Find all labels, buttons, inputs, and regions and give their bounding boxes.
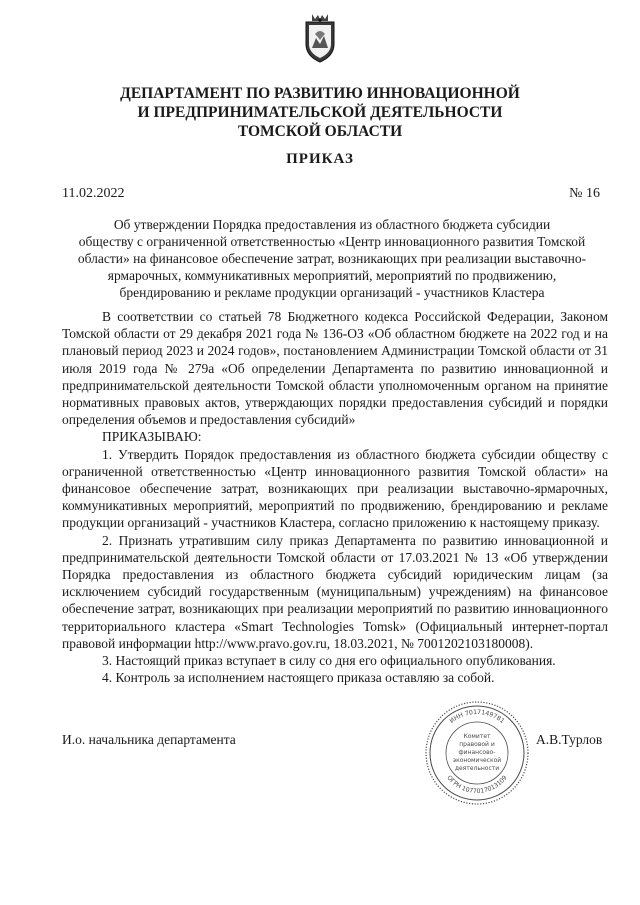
order-item-1: 1. Утвердить Порядок предоставления из областного бюджета субсидии обществу с ограниченной ответственностью «Центр инновационного развития Томской области» на финансовое обеспечение затрат, возникающих при реализации выставочно-ярмарочных, коммуникативных мероприятий, мероприятий по продвижению, брендированию и рекламе продукции организаций - участников Кластера, согласно приложению к настоящему приказу.: [62, 446, 608, 531]
stamp-center-line: экономической: [452, 757, 502, 764]
document-type-title: ПРИКАЗ: [286, 151, 354, 167]
svg-text:ИНН 7017149781: [449, 709, 506, 725]
order-item-3: 3. Настоящий приказ вступает в силу со дня его официального опубликования.: [102, 653, 556, 669]
svg-text:ОГРН 1077017013109: [445, 774, 508, 795]
signatory-title: И.о. начальника департамента: [62, 732, 236, 747]
subject-line: ярмарочных, коммуникативных мероприятий, мероприятий по продвижению,: [107, 268, 557, 283]
department-line: ДЕПАРТАМЕНТ ПО РАЗВИТИЮ ИННОВАЦИОННОЙ: [120, 85, 520, 102]
signatory-name: А.В.Турлов: [536, 732, 603, 747]
stamp-center-line: правовой и: [459, 741, 495, 748]
subject-line: Об утверждении Порядка предоставления из областного бюджета субсидии: [113, 217, 551, 232]
department-line: ТОМСКОЙ ОБЛАСТИ: [237, 123, 403, 140]
order-number: № 16: [569, 186, 600, 201]
order-item-4: 4. Контроль за исполнением настоящего приказа оставляю за собой.: [102, 670, 495, 686]
stamp-ring-top: ИНН 7017149781: [448, 708, 506, 725]
stamp-ring-bottom: ОГРН 1077017013109: [445, 774, 509, 796]
stamp-center-line: Комитет: [463, 733, 491, 740]
order-subject: [62, 216, 602, 301]
order-body: [62, 308, 608, 686]
orders-keyword: ПРИКАЗЫВАЮ:: [102, 429, 202, 445]
stamp-center-line: деятельности: [454, 765, 500, 772]
order-date: 11.02.2022: [62, 186, 125, 201]
department-heading: [40, 84, 600, 141]
subject-line: обществу с ограниченной ответственностью «Центр инновационного развития Томской: [78, 234, 586, 249]
coat-of-arms-icon: [298, 10, 342, 64]
preamble-paragraph: В соответствии со статьей 78 Бюджетного кодекса Российской Федерации, Законом Томской области от 29 декабря 2021 года № 136-ОЗ «Об областном бюджете на 2022 год и на плановый период 2023 и 2024 годов», постановлением Администрации Томской области от 31 июля 2019 года № 279а «Об определении Департамента по развитию инновационной и предпринимательской деятельности Томской области уполномоченным органом на принятие нормативных правовых актов, утверждающих порядки предоставления субсидий и порядки определения объемов и предоставления субсидий»: [62, 309, 608, 428]
order-item-2: 2. Признать утратившим силу приказ Департамента по развитию инновационной и предпринимательской деятельности Томской области от 17.03.2021 № 13 «Об утверждении Порядка предоставления из областного бюджета субсидий юридическим лицам (за исключением субсидий государственным (муниципальным) учреждениям) на финансовое обеспечение затрат, возникающих при реализации мероприятий по развитию инновационного территориального кластера «Smart Technologies Tomsk» (Официальный интернет-портал правовой информации http://www.pravo.gov.ru, 18.03.2021, № 7001202103180008).: [62, 532, 608, 651]
stamp-center-line: финансово-: [458, 749, 496, 756]
department-line: И ПРЕДПРИНИМАТЕЛЬСКОЙ ДЕЯТЕЛЬНОСТИ: [137, 104, 503, 121]
subject-line: области» на финансовое обеспечение затрат, возникающих при реализации выставочно-: [77, 251, 587, 266]
subject-line: брендированию и рекламе продукции организаций - участников Кластера: [119, 285, 545, 300]
official-stamp: [424, 700, 530, 806]
